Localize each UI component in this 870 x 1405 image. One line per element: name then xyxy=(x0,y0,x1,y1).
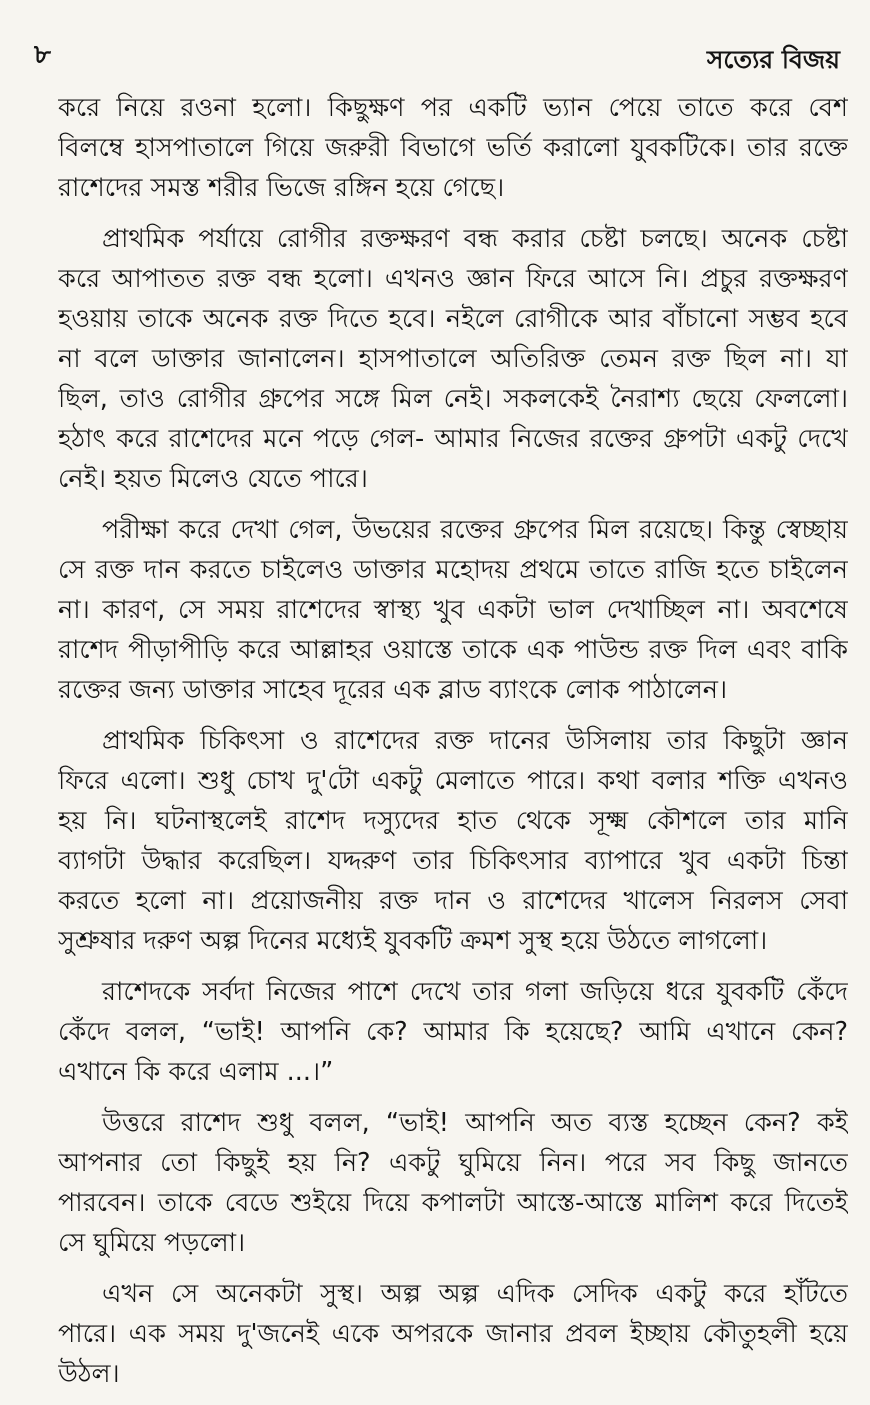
paragraph xyxy=(58,721,848,961)
text-line: প্রাথমিক পর্যায়ে রোগীর রক্তক্ষরণ বন্ধ করার চেষ্টা চলছে। অনেক চেষ্টা xyxy=(102,224,848,254)
text-line: না। কারণ, সে সময় রাশেদের স্বাস্থ্য খুব একটা ভাল দেখাচ্ছিল না। অবশেষে xyxy=(58,595,848,625)
text-line: ফিরে এলো। শুধু চোখ দু'টো একটু মেলাতে পারে। কথা বলার শক্তি এখনও xyxy=(58,766,848,796)
text-line: এখানে কি করে এলাম ...।” xyxy=(58,1057,334,1087)
text-line: বিলম্বে হাসপাতালে গিয়ে জরুরী বিভাগে ভর্তি করালো যুবকটিকে। তার রক্তে xyxy=(58,133,848,163)
paragraph xyxy=(58,88,848,208)
text-line: রাশেদ পীড়াপীড়ি করে আল্লাহর ওয়াস্তে তাকে এক পাউন্ড রক্ত দিল এবং বাকি xyxy=(58,635,848,665)
page-header xyxy=(0,0,870,80)
text-line: নেই। হয়ত মিলেও যেতে পারে। xyxy=(58,464,368,494)
text-line: পারে। এক সময় দু'জনেই একে অপরকে জানার প্রবল ইচ্ছায় কৌতুহলী হয়ে xyxy=(58,1319,848,1349)
text-line: না বলে ডাক্তার জানালেন। হাসপাতালে অতিরিক্ত তেমন রক্ত ছিল না। যা xyxy=(58,344,848,374)
text-line: করে নিয়ে রওনা হলো। কিছুক্ষণ পর একটি ভ্যান পেয়ে তাতে করে বেশ xyxy=(58,93,848,123)
paragraph xyxy=(58,972,848,1092)
text-line: রাশেদের সমস্ত শরীর ভিজে রঙ্গিন হয়ে গেছে। xyxy=(58,173,505,203)
text-line: রক্তের জন্য ডাক্তার সাহেব দূরের এক ব্লাড ব্যাংকে লোক পাঠালেন। xyxy=(58,675,728,705)
text-line: আপনার তো কিছুই হয় নি? একটু ঘুমিয়ে নিন। পরে সব কিছু জানতে xyxy=(58,1148,848,1178)
paragraph xyxy=(58,1103,848,1263)
paragraph xyxy=(58,1274,848,1394)
text-line: পারবেন। তাকে বেডে শুইয়ে দিয়ে কপালটা আস্তে-আস্তে মালিশ করে দিতেই xyxy=(58,1188,848,1218)
body-text xyxy=(58,88,848,1405)
paragraph xyxy=(58,510,848,710)
page-number: ৮ xyxy=(34,40,51,70)
text-line: উঠল। xyxy=(58,1359,120,1389)
text-line: হওয়ায় তাকে অনেক রক্ত দিতে হবে। নইলে রোগীকে আর বাঁচানো সম্ভব হবে xyxy=(58,304,848,334)
text-line: হঠাৎ করে রাশেদের মনে পড়ে গেল- আমার নিজের রক্তের গ্রুপটা একটু দেখে xyxy=(58,424,848,454)
text-line: সে রক্ত দান করতে চাইলেও ডাক্তার মহোদয় প্রথমে তাতে রাজি হতে চাইলেন xyxy=(58,555,848,585)
text-line: সে ঘুমিয়ে পড়লো। xyxy=(58,1228,246,1258)
running-title: সত্যের বিজয় xyxy=(706,45,840,74)
text-line: করতে হলো না। প্রয়োজনীয় রক্ত দান ও রাশেদের খালেস নিরলস সেবা xyxy=(58,886,848,916)
text-line: হয় নি। ঘটনাস্থলেই রাশেদ দস্যুদের হাত থেকে সূক্ষ্ম কৌশলে তার মানি xyxy=(58,806,848,836)
text-line: প্রাথমিক চিকিৎসা ও রাশেদের রক্ত দানের উসিলায় তার কিছুটা জ্ঞান xyxy=(102,726,848,756)
text-line: করে আপাতত রক্ত বন্ধ হলো। এখনও জ্ঞান ফিরে আসে নি। প্রচুর রক্তক্ষরণ xyxy=(58,264,848,294)
text-line: উত্তরে রাশেদ শুধু বলল, “ভাই! আপনি অত ব্যস্ত হচ্ছেন কেন? কই xyxy=(102,1108,848,1138)
text-line: সুশ্রুষার দরুণ অল্প দিনের মধ্যেই যুবকটি ক্রমশ সুস্থ হয়ে উঠতে লাগলো। xyxy=(58,926,768,956)
paragraph xyxy=(58,219,848,499)
text-line: ব্যাগটা উদ্ধার করেছিল। যদ্দরুণ তার চিকিৎসার ব্যাপারে খুব একটা চিন্তা xyxy=(58,846,848,876)
text-line: ছিল, তাও রোগীর গ্রুপের সঙ্গে মিল নেই। সকলকেই নৈরাশ্য ছেয়ে ফেললো। xyxy=(58,384,848,414)
text-line: কেঁদে বলল, “ভাই! আপনি কে? আমার কি হয়েছে? আমি এখানে কেন? xyxy=(58,1017,848,1047)
text-line: পরীক্ষা করে দেখা গেল, উভয়ের রক্তের গ্রুপের মিল রয়েছে। কিন্তু স্বেচ্ছায় xyxy=(102,515,848,545)
text-line: রাশেদকে সর্বদা নিজের পাশে দেখে তার গলা জড়িয়ে ধরে যুবকটি কেঁদে xyxy=(102,977,848,1007)
text-line: এখন সে অনেকটা সুস্থ। অল্প অল্প এদিক সেদিক একটু করে হাঁটতে xyxy=(102,1279,848,1309)
